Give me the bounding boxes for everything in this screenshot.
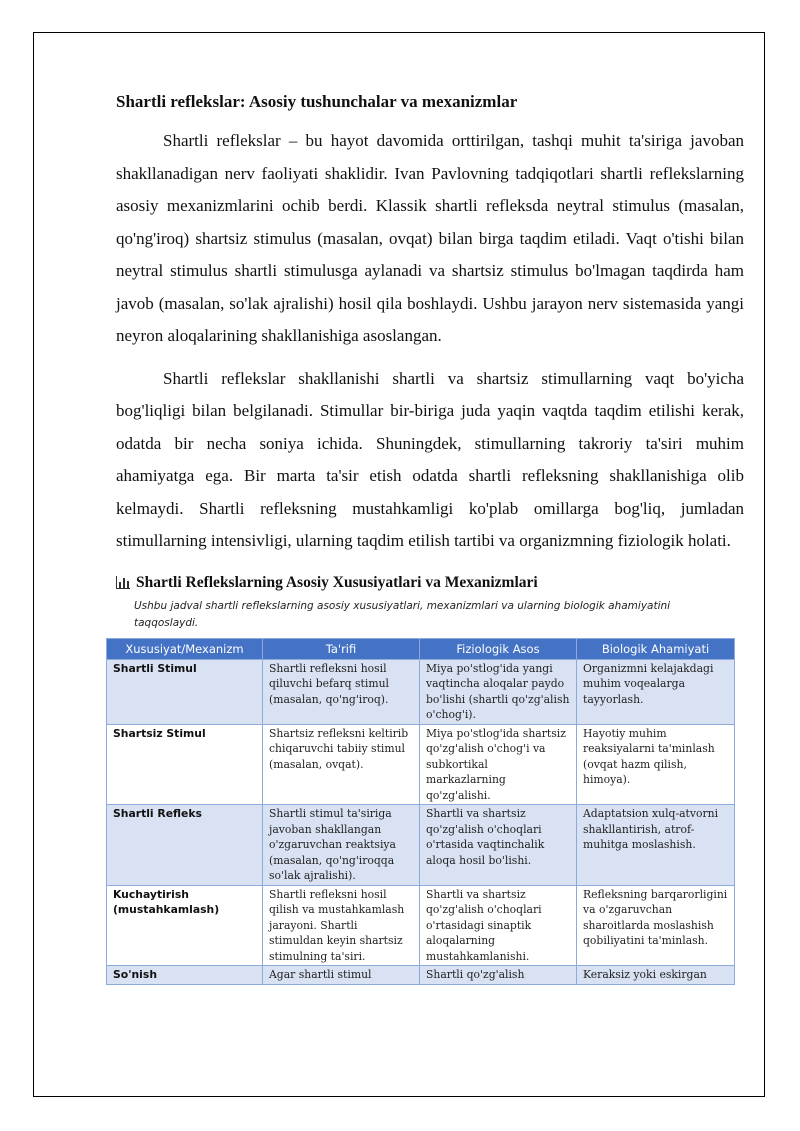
paragraph-2: Shartli reflekslar shakllanishi shartli va shartsiz stimullarning vaqt bo'yicha bog'liqligi bilan belgilanadi. Stimullar bir-biriga juda yaqin vaqtda taqdim etilishi kerak, odatda bir necha soniya ichida. Shuningdek, stimullarning takroriy ta'siri muhim ahamiyatga ega. Bir marta ta'sir etish odatda shartli refleksning shakllanishiga olib kelmaydi. Shartli refleksning mustahkamligi ko'plab omillarga bog'liq, jumladan stimullarning intensivligi, ularning taqdim etilish tartibi va organizmning fiziologik holati.	[116, 368, 744, 550]
table-cell: Shartsiz refleksni keltirib chiqaruvchi tabiiy stimul (masalan, ovqat).	[263, 724, 420, 805]
table-cell: Shartli Stimul	[107, 659, 263, 724]
table-cell: Miya po'stlog'ida shartsiz qo'zg'alish o'chog'i va subkortikal markazlarning qo'zg'alishi.	[420, 724, 577, 805]
table-cell: Shartli va shartsiz qo'zg'alish o'choqlari o'rtasidagi sinaptik aloqalarning mustahkamlanishi.	[420, 885, 577, 966]
table-cell: Agar shartli stimul	[263, 966, 420, 985]
table-cell: Miya po'stlog'ida yangi vaqtincha aloqalar paydo bo'lishi (shartli qo'zg'alish o'chog'i).	[420, 659, 577, 724]
table-cell: Refleksning barqarorligini va o'zgaruvchan sharoitlarda moslashish qobiliyatini ta'minlash.	[577, 885, 735, 966]
bar-chart-icon	[116, 576, 130, 589]
paragraph-1: Shartli reflekslar – bu hayot davomida orttirilgan, tashqi muhit ta'siriga javoban shakllanadigan nerv faoliyati shaklidir. Ivan Pavlovning tadqiqotlari shartli reflekslarning asosiy mexanizmlarini ochib berdi. Klassik shartli refleksda neytral stimulus (masalan, qo'ng'iroq) shartsiz stimulus (masalan, ovqat) bilan birga taqdim etiladi. Vaqt o'tishi bilan neytral stimulus shartli stimulusga aylanadi va shartsiz stimulus bo'lmagan taqdirda ham javob (masalan, so'lak ajralishi) hosil qila boshlaydi. Ushbu jarayon nerv sistemasida yangi neyron aloqalarining shakllanishiga asoslangan.	[116, 131, 744, 345]
table-cell: Shartli refleksni hosil qilish va mustahkamlash jarayoni. Shartli stimuldan keyin shartsiz stimulning ta'siri.	[263, 885, 420, 966]
table-cell: So'nish	[107, 966, 263, 985]
table-row	[107, 724, 735, 805]
table-cell: Hayotiy muhim reaksiyalarni ta'minlash (ovqat hazm qilish, himoya).	[577, 724, 735, 805]
table-cell: Shartsiz Stimul	[107, 724, 263, 805]
table-caption: Ushbu jadval shartli reflekslarning asosiy xususiyatlari, mexanizmlari va ularning biologik ahamiyatini taqqoslaydi.	[134, 599, 671, 629]
table-row	[107, 805, 735, 886]
table-header: Fiziologik Asos	[420, 638, 577, 659]
document-body	[113, 91, 744, 985]
table-cell: Shartli qo'zg'alish	[420, 966, 577, 985]
section-heading-text: Shartli Reflekslarning Asosiy Xususiyatlari va Mexanizmlari	[136, 573, 538, 591]
page-border	[33, 32, 765, 1097]
table-cell: Adaptatsion xulq-atvorni shakllantirish, atrof-muhitga moslashish.	[577, 805, 735, 886]
table-cell: Organizmni kelajakdagi muhim voqealarga tayyorlash.	[577, 659, 735, 724]
table-cell: Kuchaytirish (mustahkamlash)	[107, 885, 263, 966]
table-row	[107, 659, 735, 724]
document-title: Shartli reflekslar: Asosiy tushunchalar va mexanizmlar	[116, 92, 518, 111]
table-header: Xususiyat/Mexanizm	[107, 638, 263, 659]
table-cell: Shartli refleksni hosil qiluvchi befarq stimul (masalan, qo'ng'iroq).	[263, 659, 420, 724]
section-heading	[116, 574, 744, 592]
reflex-table	[106, 638, 735, 985]
table-cell: Shartli va shartsiz qo'zg'alish o'choqlari o'rtasida vaqtinchalik aloqa hosil bo'lishi.	[420, 805, 577, 886]
table-row	[107, 966, 735, 985]
table-cell: Shartli stimul ta'siriga javoban shakllangan o'zgaruvchan reaktsiya (masalan, qo'ng'iroqqa so'lak ajralishi).	[263, 805, 420, 886]
table-header-row	[107, 638, 735, 659]
table-cell: Keraksiz yoki eskirgan	[577, 966, 735, 985]
table-header: Biologik Ahamiyati	[577, 638, 735, 659]
table-row	[107, 885, 735, 966]
table-header: Ta'rifi	[263, 638, 420, 659]
table-cell: Shartli Refleks	[107, 805, 263, 886]
